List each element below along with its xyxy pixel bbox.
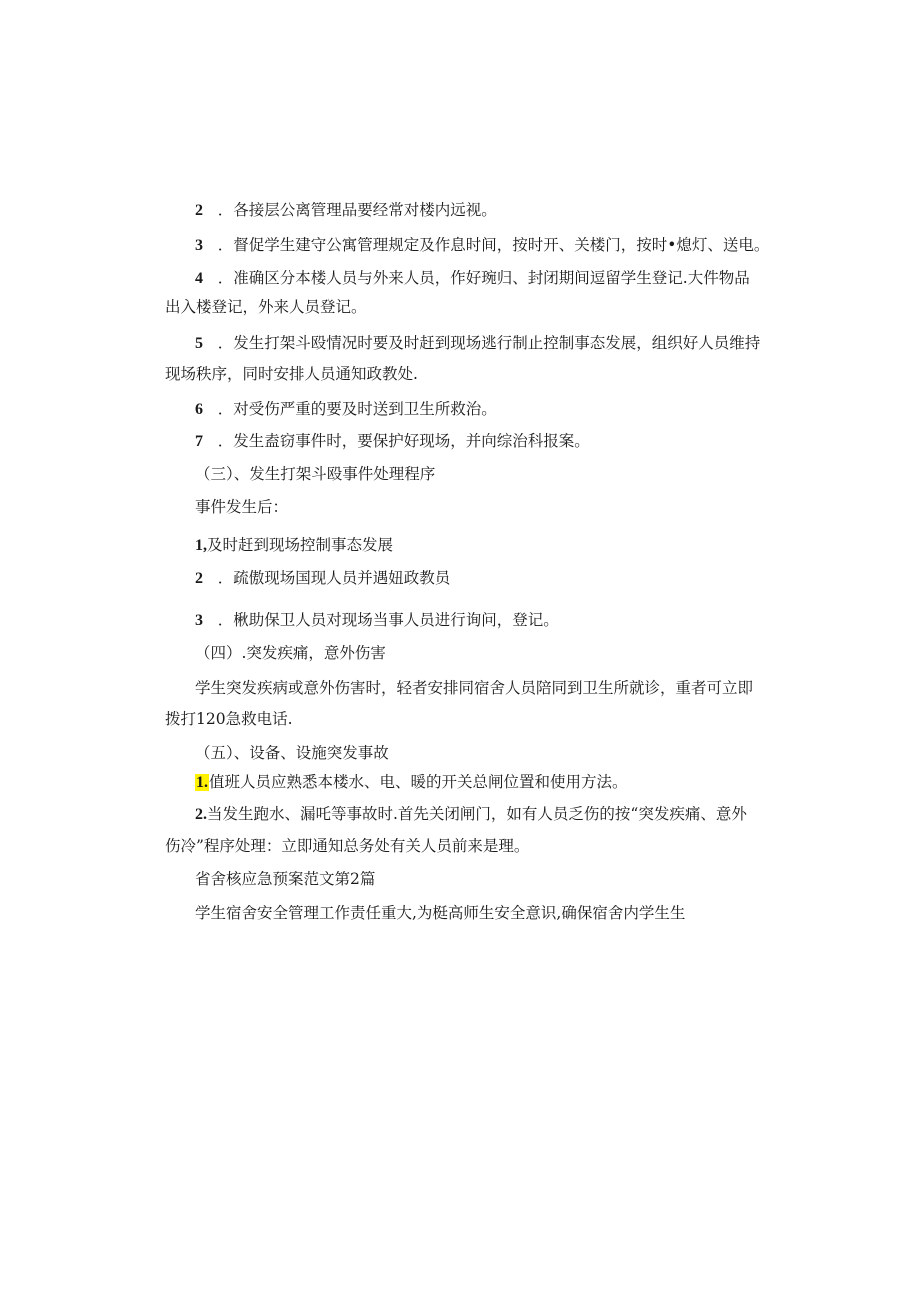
text-line (195, 678, 753, 698)
text-line (195, 610, 559, 631)
item-text: ．督促学生建守公寓管理规定及作息时间，按时开、关楼门，按时•熄灯、送电。 (217, 236, 770, 254)
item-text: ．对受伤严重的要及时送到卫生所救治。 (217, 400, 497, 418)
item-text: （四）.突发疾痛，意外伤害 (195, 644, 386, 662)
text-line (165, 709, 293, 729)
text-line (195, 903, 685, 923)
text-line (165, 297, 367, 317)
text-line (195, 497, 288, 517)
item-number: 3 (195, 612, 203, 629)
item-text: 事件发生后： (195, 498, 289, 516)
item-text: 拨打120急救电话. (165, 710, 293, 728)
item-text: ．发生打架斗殴情况时要及时赶到现场逃行制止控制事态发展，组织好人员维持 (217, 334, 761, 352)
item-number: 6 (195, 401, 203, 418)
item-text: 现场秩序，同时安排人员通知政教处. (165, 365, 418, 383)
item-text: ．疏傲现场国现人员并遇妞政教员 (217, 569, 451, 587)
item-text: ．发生盍窃事件时，要保护好现场，并向综治科报案。 (217, 432, 590, 450)
text-line (195, 568, 450, 589)
item-text: 值班人员应熟悉本楼水、电、暖的开关总闸位置和使用方法。 (209, 773, 628, 791)
text-line (165, 836, 529, 856)
article-title (195, 869, 375, 889)
item-number: 4 (195, 270, 203, 287)
section-heading (195, 643, 386, 663)
item-number: 7 (195, 433, 203, 450)
item-number: 2 (195, 202, 203, 219)
item-text: ．各接层公离管理品要经常对楼内远视。 (217, 201, 497, 219)
section-heading (195, 464, 435, 484)
item-text: 伤冷”程序处理：立即通知总务处有关人员前来是理。 (165, 837, 530, 855)
section-heading (195, 743, 389, 763)
item-text: 当发生跑水、漏吒等事故时.首先关闭闸门，如有人员乏伤的按“突发疾痛、意外 (207, 805, 747, 823)
item-text: （三）、发生打架斗殴事件处理程序 (195, 465, 436, 483)
item-text: 省舍核应急预案范文第2篇 (195, 870, 376, 888)
item-number: 5 (195, 335, 203, 352)
item-number: 3 (195, 237, 203, 254)
text-line (195, 772, 628, 793)
item-text: ．楸助保卫人员对现场当事人员进行询问，登记。 (217, 611, 559, 629)
item-text: 及时赶到现场控制事态发展 (207, 536, 394, 554)
item-number: 2 (195, 570, 203, 587)
highlighted-item-number: 1. (196, 774, 208, 791)
item-text: 学生宿舍安全管理工作责任重大,为梃高师生安全意识,确保宿舍内学生生 (195, 904, 686, 922)
item-text: （五）、设备、设施突发事故 (195, 744, 389, 762)
text-line (195, 333, 760, 354)
item-text: 学生突发疾病或意外伤害时，轻者安排同宿舍人员陪同到卫生所就诊，重者可立即 (195, 679, 754, 697)
text-line (195, 200, 497, 221)
text-line (195, 399, 497, 420)
text-line (195, 804, 747, 825)
item-text: 出入楼登记，外来人员登记。 (165, 298, 367, 316)
text-line (165, 364, 418, 384)
text-line (195, 535, 393, 556)
text-line (195, 268, 750, 289)
item-number: 2. (195, 806, 207, 823)
item-text: ．准确区分本楼人员与外来人员，作好琬归、封闭期间逗留学生登记.大件物品 (217, 269, 750, 287)
text-line (195, 235, 769, 256)
text-line (195, 431, 590, 452)
item-number: 1, (195, 537, 207, 554)
